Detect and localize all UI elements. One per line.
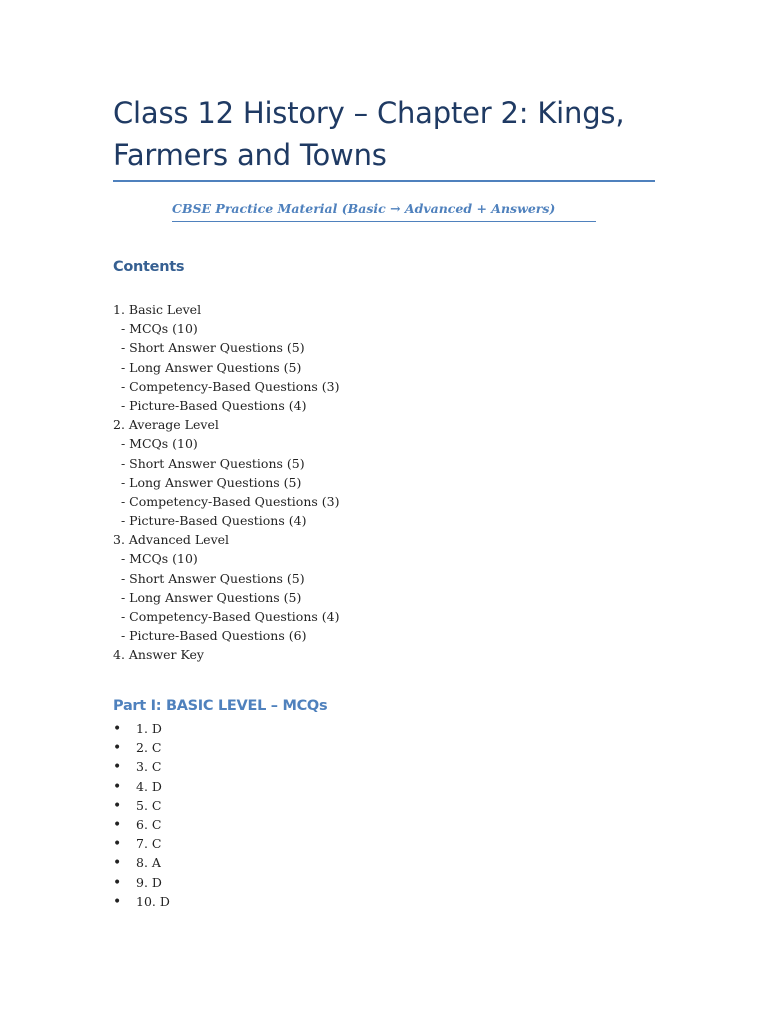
answer-text: 3. C	[136, 759, 162, 775]
answer-text: 2. C	[136, 740, 162, 756]
answer-item	[113, 815, 170, 834]
bullet-icon: •	[113, 816, 122, 833]
answer-item	[113, 796, 170, 815]
contents-item: 1. Basic Level	[113, 302, 202, 317]
contents-item: 4. Answer Key	[113, 647, 204, 663]
contents-item: - MCQs (10)	[113, 321, 198, 337]
answer-text: 7. C	[136, 836, 162, 852]
part1-heading: Part I: BASIC LEVEL – MCQs	[113, 698, 328, 714]
contents-item: - Short Answer Questions (5)	[113, 570, 305, 586]
answer-item	[113, 834, 170, 853]
document-title: Class 12 History – Chapter 2: Kings, Farmers and Towns	[113, 96, 625, 172]
contents-item: 2. Average Level	[113, 417, 219, 433]
contents-item: - Picture-Based Questions (4)	[113, 397, 307, 413]
bullet-icon: •	[113, 740, 122, 757]
contents-item: - Competency-Based Questions (3)	[113, 493, 340, 509]
title-underline	[113, 180, 655, 182]
bullet-icon: •	[113, 893, 122, 910]
answer-text: 6. C	[136, 816, 162, 832]
bullet-icon: •	[113, 778, 122, 795]
contents-item: - MCQs (10)	[113, 551, 198, 567]
answer-text: 10. D	[136, 893, 170, 909]
answer-text: 8. A	[136, 855, 161, 871]
answer-text: 5. C	[136, 797, 162, 813]
contents-item: - Competency-Based Questions (4)	[113, 609, 340, 624]
bullet-icon: •	[113, 874, 122, 891]
answer-item	[113, 757, 170, 776]
contents-item: - MCQs (10)	[113, 436, 198, 452]
answer-text: 4. D	[136, 778, 162, 794]
document-subtitle: CBSE Practice Material (Basic → Advanced + Answers)	[172, 201, 556, 216]
answer-item	[113, 873, 170, 892]
contents-item: - Short Answer Questions (5)	[113, 340, 305, 356]
contents-item: 3. Advanced Level	[113, 532, 230, 548]
contents-item: - Competency-Based Questions (3)	[113, 378, 340, 394]
answer-item	[113, 719, 170, 738]
answer-item	[113, 738, 170, 757]
contents-heading: Contents	[113, 259, 185, 275]
contents-item: - Long Answer Questions (5)	[113, 474, 302, 490]
answer-list	[113, 719, 170, 911]
bullet-icon: •	[113, 855, 122, 872]
contents-list	[113, 300, 339, 665]
subtitle-underline	[172, 221, 596, 222]
bullet-icon: •	[113, 721, 122, 737]
bullet-icon: •	[113, 797, 122, 814]
answer-text: 1. D	[136, 721, 162, 736]
answer-item	[113, 777, 170, 796]
contents-item: - Picture-Based Questions (4)	[113, 513, 307, 529]
contents-item: - Long Answer Questions (5)	[113, 359, 302, 375]
contents-item: - Short Answer Questions (5)	[113, 455, 305, 471]
answer-item	[113, 853, 170, 872]
contents-item: - Long Answer Questions (5)	[113, 589, 302, 605]
bullet-icon: •	[113, 759, 122, 776]
contents-item: - Picture-Based Questions (6)	[113, 628, 307, 644]
answer-item	[113, 892, 170, 911]
bullet-icon: •	[113, 836, 122, 853]
answer-text: 9. D	[136, 874, 162, 890]
